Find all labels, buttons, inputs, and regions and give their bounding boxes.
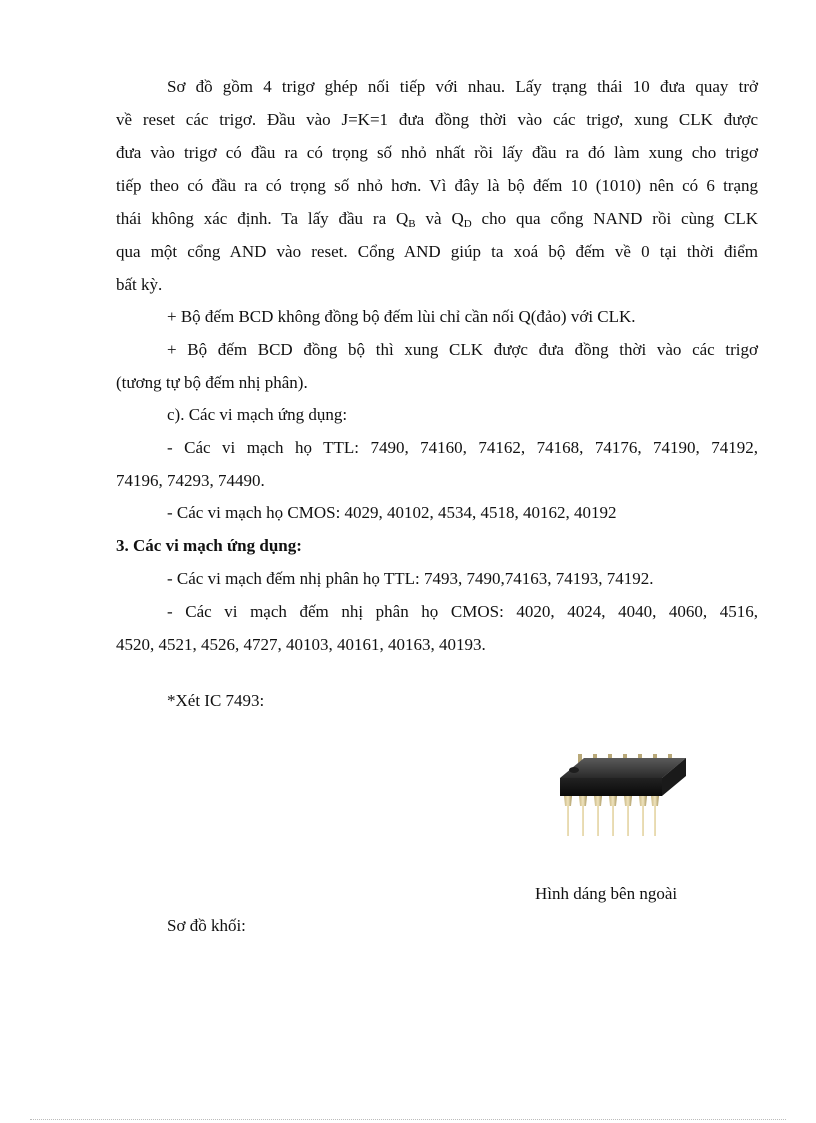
page-bottom-divider [30, 1119, 786, 1120]
ic-chip-image [538, 748, 688, 848]
ic-caption: Hình dáng bên ngoài [535, 884, 678, 903]
section-heading: 3. Các vi mạch ứng dụng: [116, 536, 302, 555]
sub-heading: c). Các vi mạch ứng dụng: [167, 405, 348, 424]
subscript: B [408, 218, 416, 230]
bullet-sync-counter: + Bộ đếm BCD đồng bộ thì xung CLK được đưa đồng thời vào các trigơ [167, 340, 758, 359]
text-run: và Q [415, 209, 464, 228]
bullet-async-counter: + Bộ đếm BCD không đồng bộ đếm lùi chỉ cần nối Q(đảo) với CLK. [167, 307, 636, 326]
paragraph-line: Sơ đồ gồm 4 trigơ ghép nối tiếp với nhau. Lấy trạng thái 10 đưa quay trở [167, 77, 758, 96]
paragraph-line: bất kỳ. [116, 275, 163, 294]
cmos-binary-list: - Các vi mạch đếm nhị phân họ CMOS: 4020, 4024, 4040, 4060, 4516, [167, 602, 758, 621]
paragraph-line: tiếp theo có đầu ra có trọng số nhỏ hơn. Vì đây là bộ đếm 10 (1010) nên có 6 trạng [116, 176, 758, 195]
paragraph-line: về reset các trigơ. Đầu vào J=K=1 đưa đồng thời vào các trigơ, xung CLK được [116, 110, 758, 129]
ic-front-pins [564, 796, 659, 836]
subscript: D [463, 218, 472, 230]
text-run: thái không xác định. Ta lấy đầu ra Q [116, 209, 409, 228]
ttl-bcd-list-cont: 74196, 74293, 74490. [116, 471, 265, 490]
paragraph-line [116, 209, 758, 229]
block-diagram-label: Sơ đồ khối: [167, 916, 246, 935]
bullet-sync-counter-cont: (tương tự bộ đếm nhị phân). [116, 373, 308, 392]
paragraph-line: đưa vào trigơ có đầu ra có trọng số nhỏ nhất rồi lấy đầu ra đó làm xung cho trigơ [116, 143, 758, 162]
text-run: cho qua cổng NAND rồi cùng CLK [471, 209, 758, 228]
paragraph-line: qua một cổng AND vào reset. Cổng AND giúp ta xoá bộ đếm về 0 tại thời điểm [116, 242, 758, 261]
ttl-bcd-list: - Các vi mạch họ TTL: 7490, 74160, 74162, 74168, 74176, 74190, 74192, [167, 438, 758, 457]
ttl-binary-list: - Các vi mạch đếm nhị phân họ TTL: 7493, 7490,74163, 74193, 74192. [167, 569, 654, 588]
ic-heading: *Xét IC 7493: [167, 691, 265, 710]
cmos-bcd-list: - Các vi mạch họ CMOS: 4029, 40102, 4534, 4518, 40162, 40192 [167, 503, 617, 522]
ic-body-front [560, 778, 662, 796]
cmos-binary-list-cont: 4520, 4521, 4526, 4727, 40103, 40161, 40163, 40193. [116, 635, 486, 654]
